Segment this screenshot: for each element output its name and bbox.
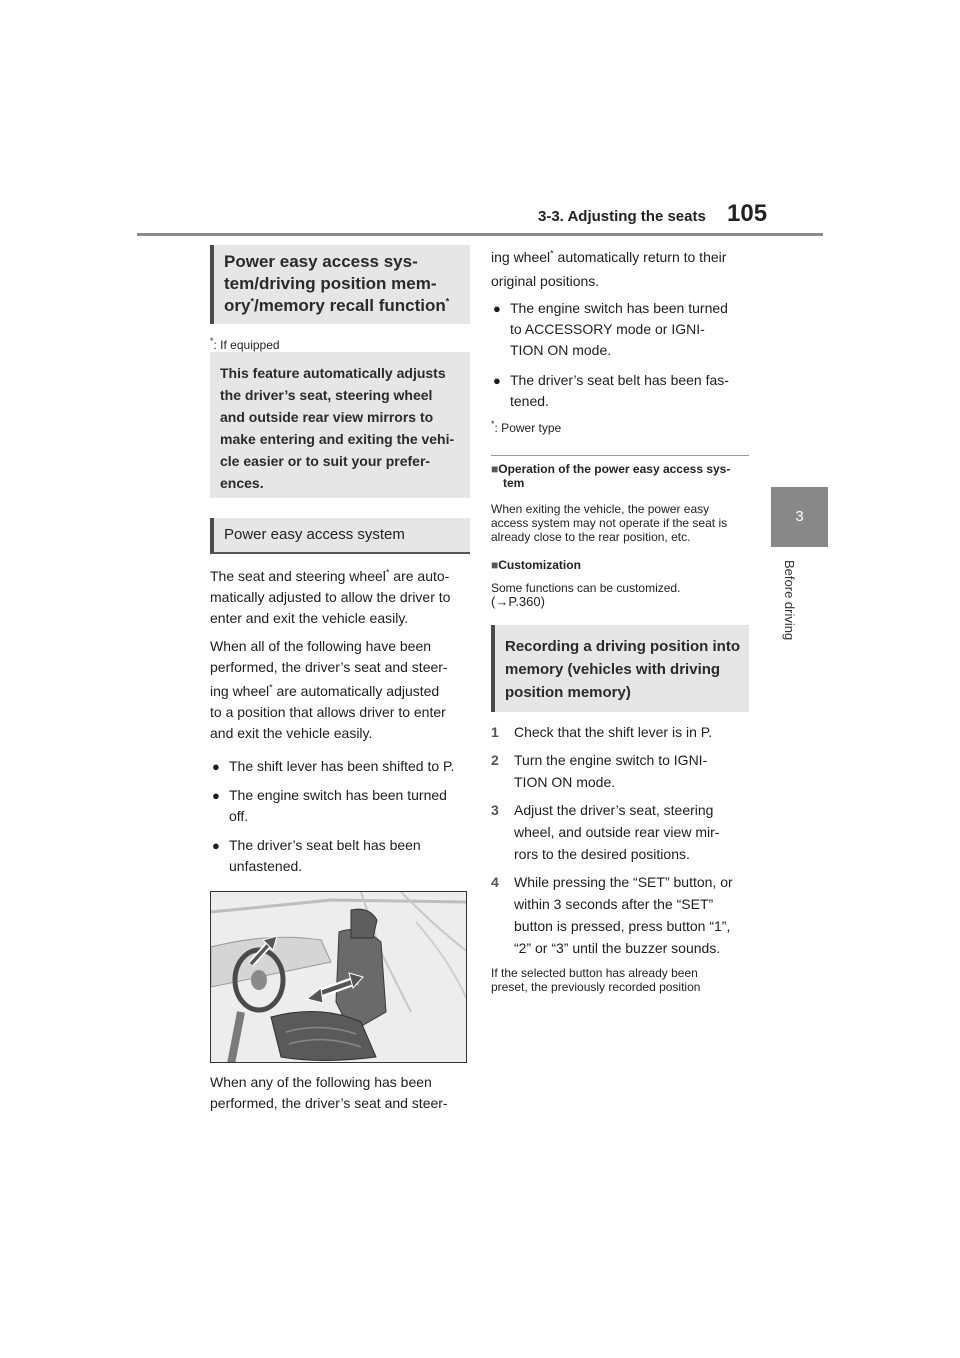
step-item: 1 Check that the shift lever is in P.	[491, 721, 753, 743]
sub-heading-underline	[210, 552, 470, 554]
header-rule	[137, 233, 823, 236]
intro-line: the driver’s seat, steering wheel	[220, 387, 433, 403]
operation-body: When exiting the vehicle, the power easy access system may not operate if the seat is already close to the rear position, etc.	[491, 502, 728, 544]
step-item: 2 Turn the engine switch to IGNI- TION ON mode.	[491, 749, 753, 793]
list-item: ● The engine switch has been turned off.	[212, 787, 447, 824]
list-item: ● The driver’s seat belt has been unfastened.	[212, 837, 421, 874]
sub-heading: Power easy access system	[210, 518, 470, 552]
bullet-icon: ●	[493, 373, 501, 388]
chapter-label	[781, 560, 801, 660]
paragraph-return: When any of the following has been performed, the driver’s seat and steer-	[210, 1074, 448, 1111]
intro-line: cle easier or to suit your prefer-	[220, 453, 431, 469]
customization-body: Some functions can be customized. (→P.360)	[491, 581, 753, 609]
bullet-icon: ●	[212, 788, 220, 803]
main-heading-line3: ory*/memory recall function*	[224, 296, 450, 315]
paragraph-auto-adjust: The seat and steering wheel* are auto- matically adjusted to allow the driver to enter and exit the vehicle easily.	[210, 567, 451, 626]
divider	[491, 455, 749, 456]
main-heading-line1: Power easy access sys-	[224, 252, 418, 271]
paragraph-continued: ing wheel* automatically return to their original positions.	[491, 248, 727, 289]
section-title: 3-3. Adjusting the seats	[538, 208, 706, 225]
page-reference-link[interactable]: (→P.360)	[491, 594, 545, 609]
main-heading	[210, 245, 470, 324]
step-number: 2	[491, 752, 499, 768]
step-number: 1	[491, 724, 499, 740]
step-number: 4	[491, 874, 499, 890]
bullet-icon: ●	[212, 759, 220, 774]
page-number: 105	[727, 200, 768, 227]
main-heading-line2: tem/driving position mem-	[224, 274, 437, 293]
intro-box	[210, 352, 470, 498]
bullet-icon: ●	[212, 838, 220, 853]
seat-illustration	[210, 891, 467, 1063]
recording-heading: Recording a driving position into memory (vehicles with driving position memory)	[491, 625, 749, 712]
chapter-tab[interactable]: 3	[771, 487, 828, 547]
intro-line: make entering and exiting the vehi-	[220, 431, 455, 447]
list-item: ● The driver’s seat belt has been fas- tened.	[493, 372, 729, 409]
chapter-title: Before driving	[782, 560, 797, 641]
customization-heading: ■Customization	[491, 558, 581, 572]
list-item: ● The shift lever has been shifted to P.	[212, 756, 472, 777]
square-marker-icon: ■	[491, 558, 499, 572]
bullet-icon: ●	[493, 301, 501, 316]
intro-line: ences.	[220, 475, 264, 491]
square-marker-icon: ■	[491, 462, 499, 476]
tail-note: If the selected button has already been preset, the previously recorded position	[491, 966, 701, 994]
footnote-if-equipped: *: If equipped	[210, 336, 280, 352]
step-item: 3 Adjust the driver’s seat, steering wheel, and outside rear view mir- rors to the desired positions.	[491, 799, 753, 865]
intro-line: and outside rear view mirrors to	[220, 409, 434, 425]
paragraph-conditions: When all of the following have been performed, the driver’s seat and steer- ing wheel* are automatically adjusted to a position that allows driver to enter and exit the vehicle easily.	[210, 638, 448, 741]
list-item: ● The engine switch has been turned to ACCESSORY mode or IGNI- TION ON mode.	[493, 300, 728, 358]
step-number: 3	[491, 802, 499, 818]
step-item: 4 While pressing the “SET” button, or within 3 seconds after the “SET” button is pressed, press button “1”, “2” or “3” until the buzzer sounds.	[491, 871, 753, 959]
footnote-power-type: *: Power type	[491, 419, 562, 435]
intro-line: This feature automatically adjusts	[220, 365, 446, 381]
operation-heading: ■Operation of the power easy access sys- tem	[491, 462, 731, 490]
